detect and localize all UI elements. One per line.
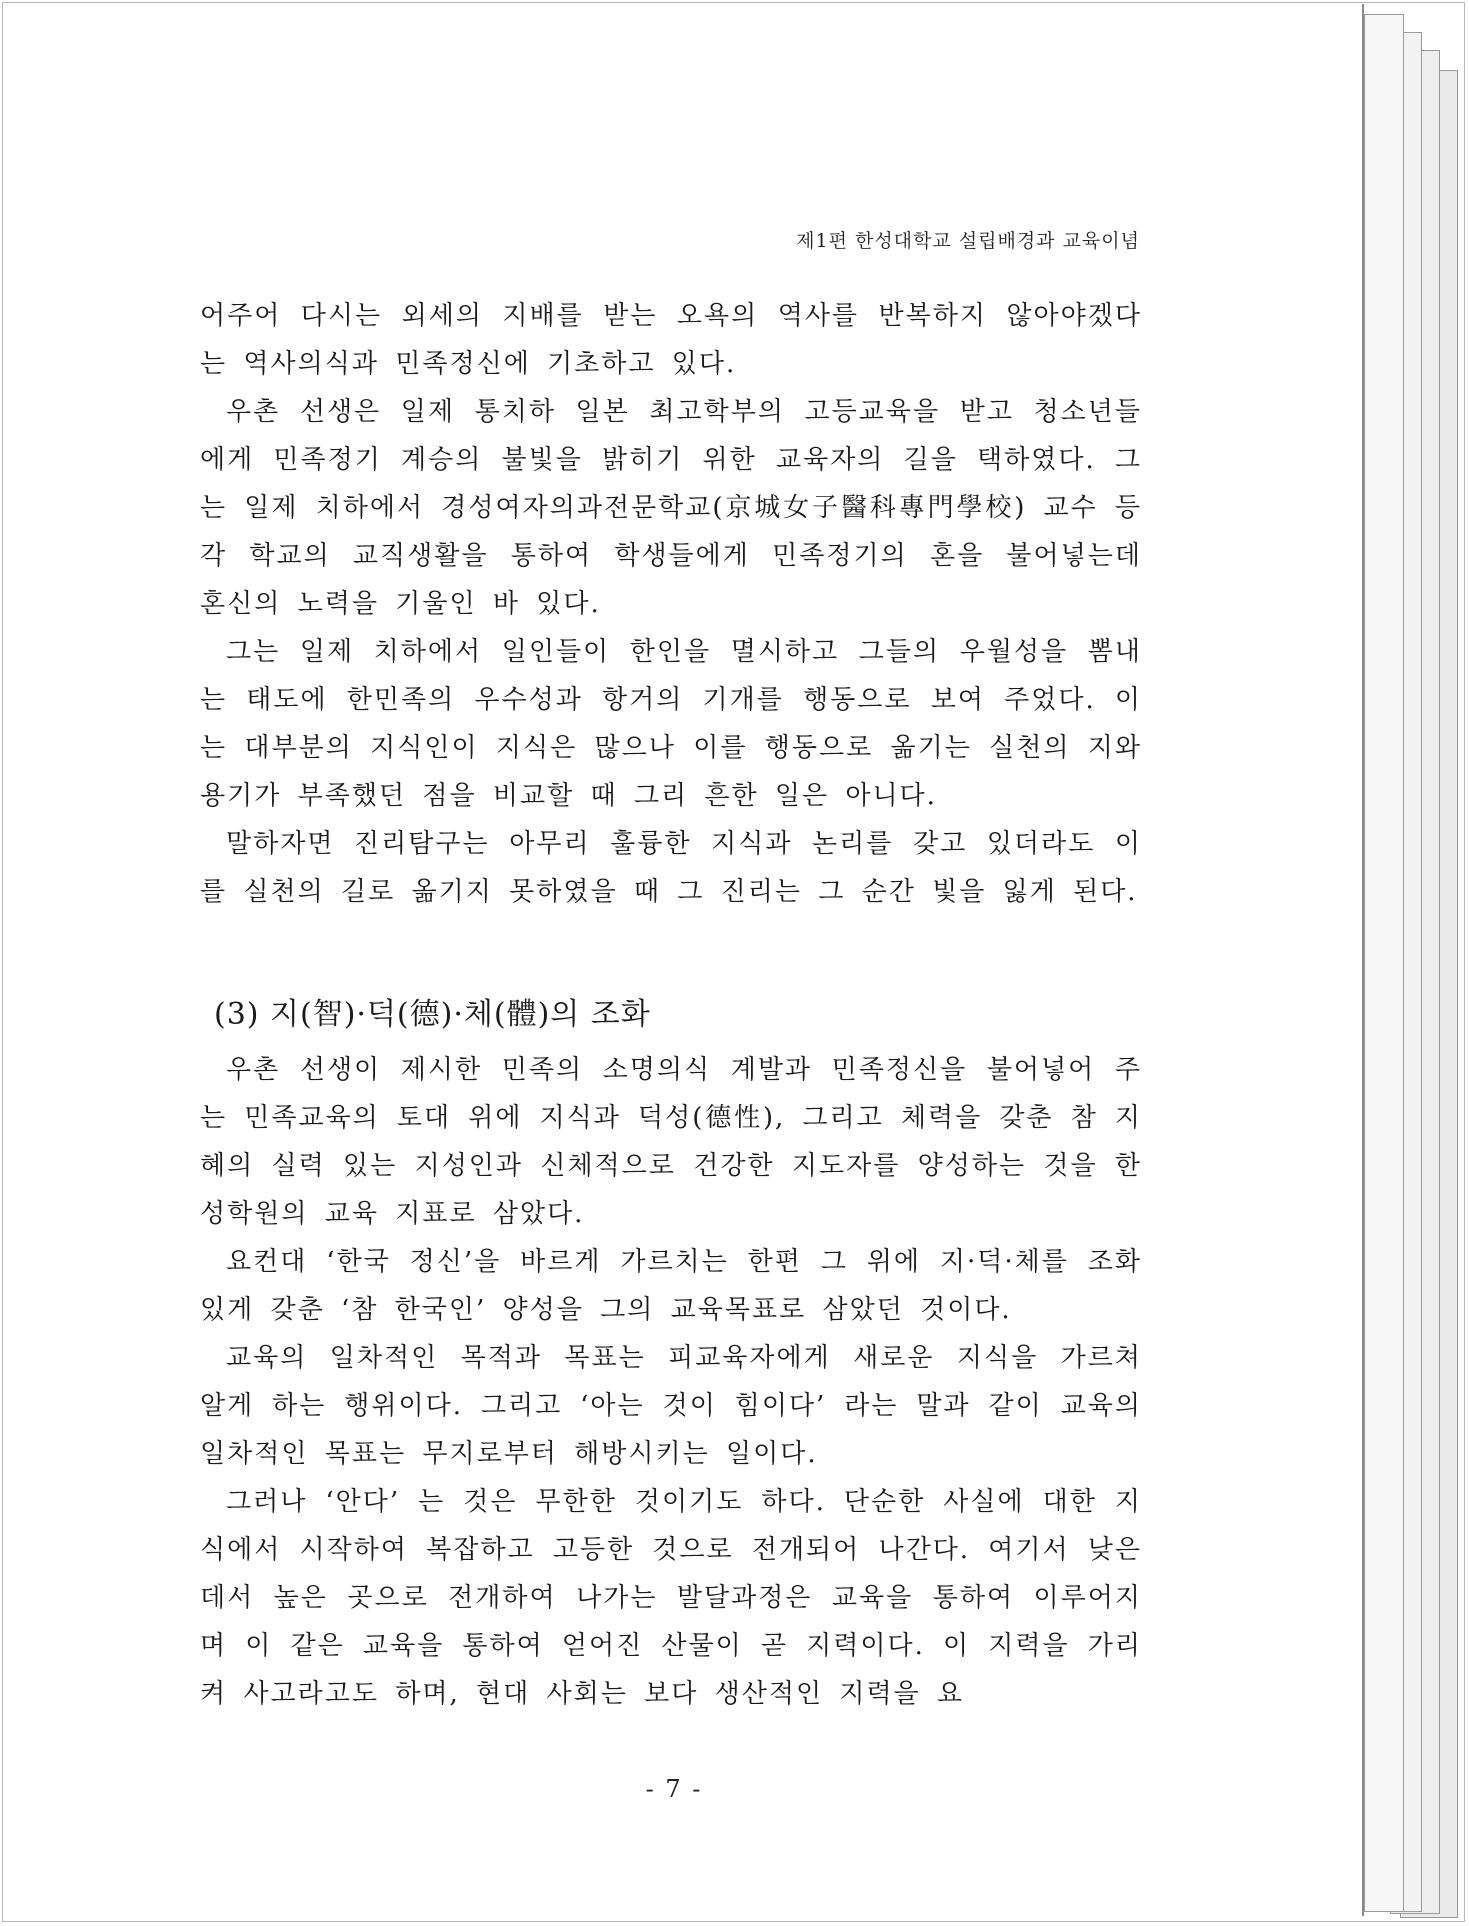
section-one-body — [200, 292, 1142, 916]
paragraph: 요컨대 ‘한국 정신’을 바르게 가르치는 한편 그 위에 지·덕·체를 조화 있게 갖춘 ‘참 한국인’ 양성을 그의 교육목표로 삼았던 것이다. — [200, 1247, 1142, 1325]
running-head: 제1편 한성대학교 설립배경과 교육이념 — [796, 230, 1140, 252]
page-number: - 7 - — [645, 1775, 703, 1803]
section-heading: (3) 지(智)·덕(德)·체(體)의 조화 — [214, 997, 651, 1032]
paragraph: 말하자면 진리탐구는 아무리 훌륭한 지식과 논리를 갖고 있더라도 이를 실천의 길로 옮기지 못하였을 때 그 진리는 그 순간 빛을 잃게 된다. — [200, 829, 1142, 907]
section-two-body — [200, 1046, 1142, 1718]
paragraph: 그러나 ‘안다’ 는 것은 무한한 것이기도 하다. 단순한 사실에 대한 지식에서 시작하여 복잡하고 고등한 것으로 전개되어 나간다. 여기서 낮은 데서 높은 곳으로 전개하여 나가는 발달과정은 교육을 통하여 이루어지며 이 같은 교육을 통하여 얻어진 산물이 곧 지력이다. 이 지력을 가리켜 사고라고도 하며, 현대 사회는 보다 생산적인 지력을 요 — [200, 1487, 1142, 1709]
paragraph: 그는 일제 치하에서 일인들이 한인을 멸시하고 그들의 우월성을 뽐내는 태도에 한민족의 우수성과 항거의 기개를 행동으로 보여 주었다. 이는 대부분의 지식인이 지식은 많으나 이를 행동으로 옮기는 실천의 지와 용기가 부족했던 점을 비교할 때 그리 흔한 일은 아니다. — [200, 637, 1142, 811]
paragraph: 우촌 선생이 제시한 민족의 소명의식 계발과 민족정신을 불어넣어 주는 민족교육의 토대 위에 지식과 덕성(德性), 그리고 체력을 갖춘 참 지혜의 실력 있는 지성인과 신체적으로 건강한 지도자를 양성하는 것을 한성학원의 교육 지표로 삼았다. — [200, 1055, 1142, 1229]
page-edge — [1364, 14, 1404, 1912]
document-page — [4, 4, 1364, 1916]
paragraph: 우촌 선생은 일제 통치하 일본 최고학부의 고등교육을 받고 청소년들에게 민족정기 계승의 불빛을 밝히기 위한 교육자의 길을 택하였다. 그는 일제 치하에서 경성여자의과전문학교(京城女子醫科專門學校) 교수 등 각 학교의 교직생활을 통하여 학생들에게 민족정기의 혼을 불어넣는데 혼신의 노력을 기울인 바 있다. — [200, 397, 1142, 619]
paragraph: 어주어 다시는 외세의 지배를 받는 오욕의 역사를 반복하지 않아야겠다는 역사의식과 민족정신에 기초하고 있다. — [200, 301, 1142, 379]
paragraph: 교육의 일차적인 목적과 목표는 피교육자에게 새로운 지식을 가르쳐 알게 하는 행위이다. 그리고 ‘아는 것이 힘이다’ 라는 말과 같이 교육의 일차적인 목표는 무지로부터 해방시키는 일이다. — [200, 1343, 1142, 1469]
